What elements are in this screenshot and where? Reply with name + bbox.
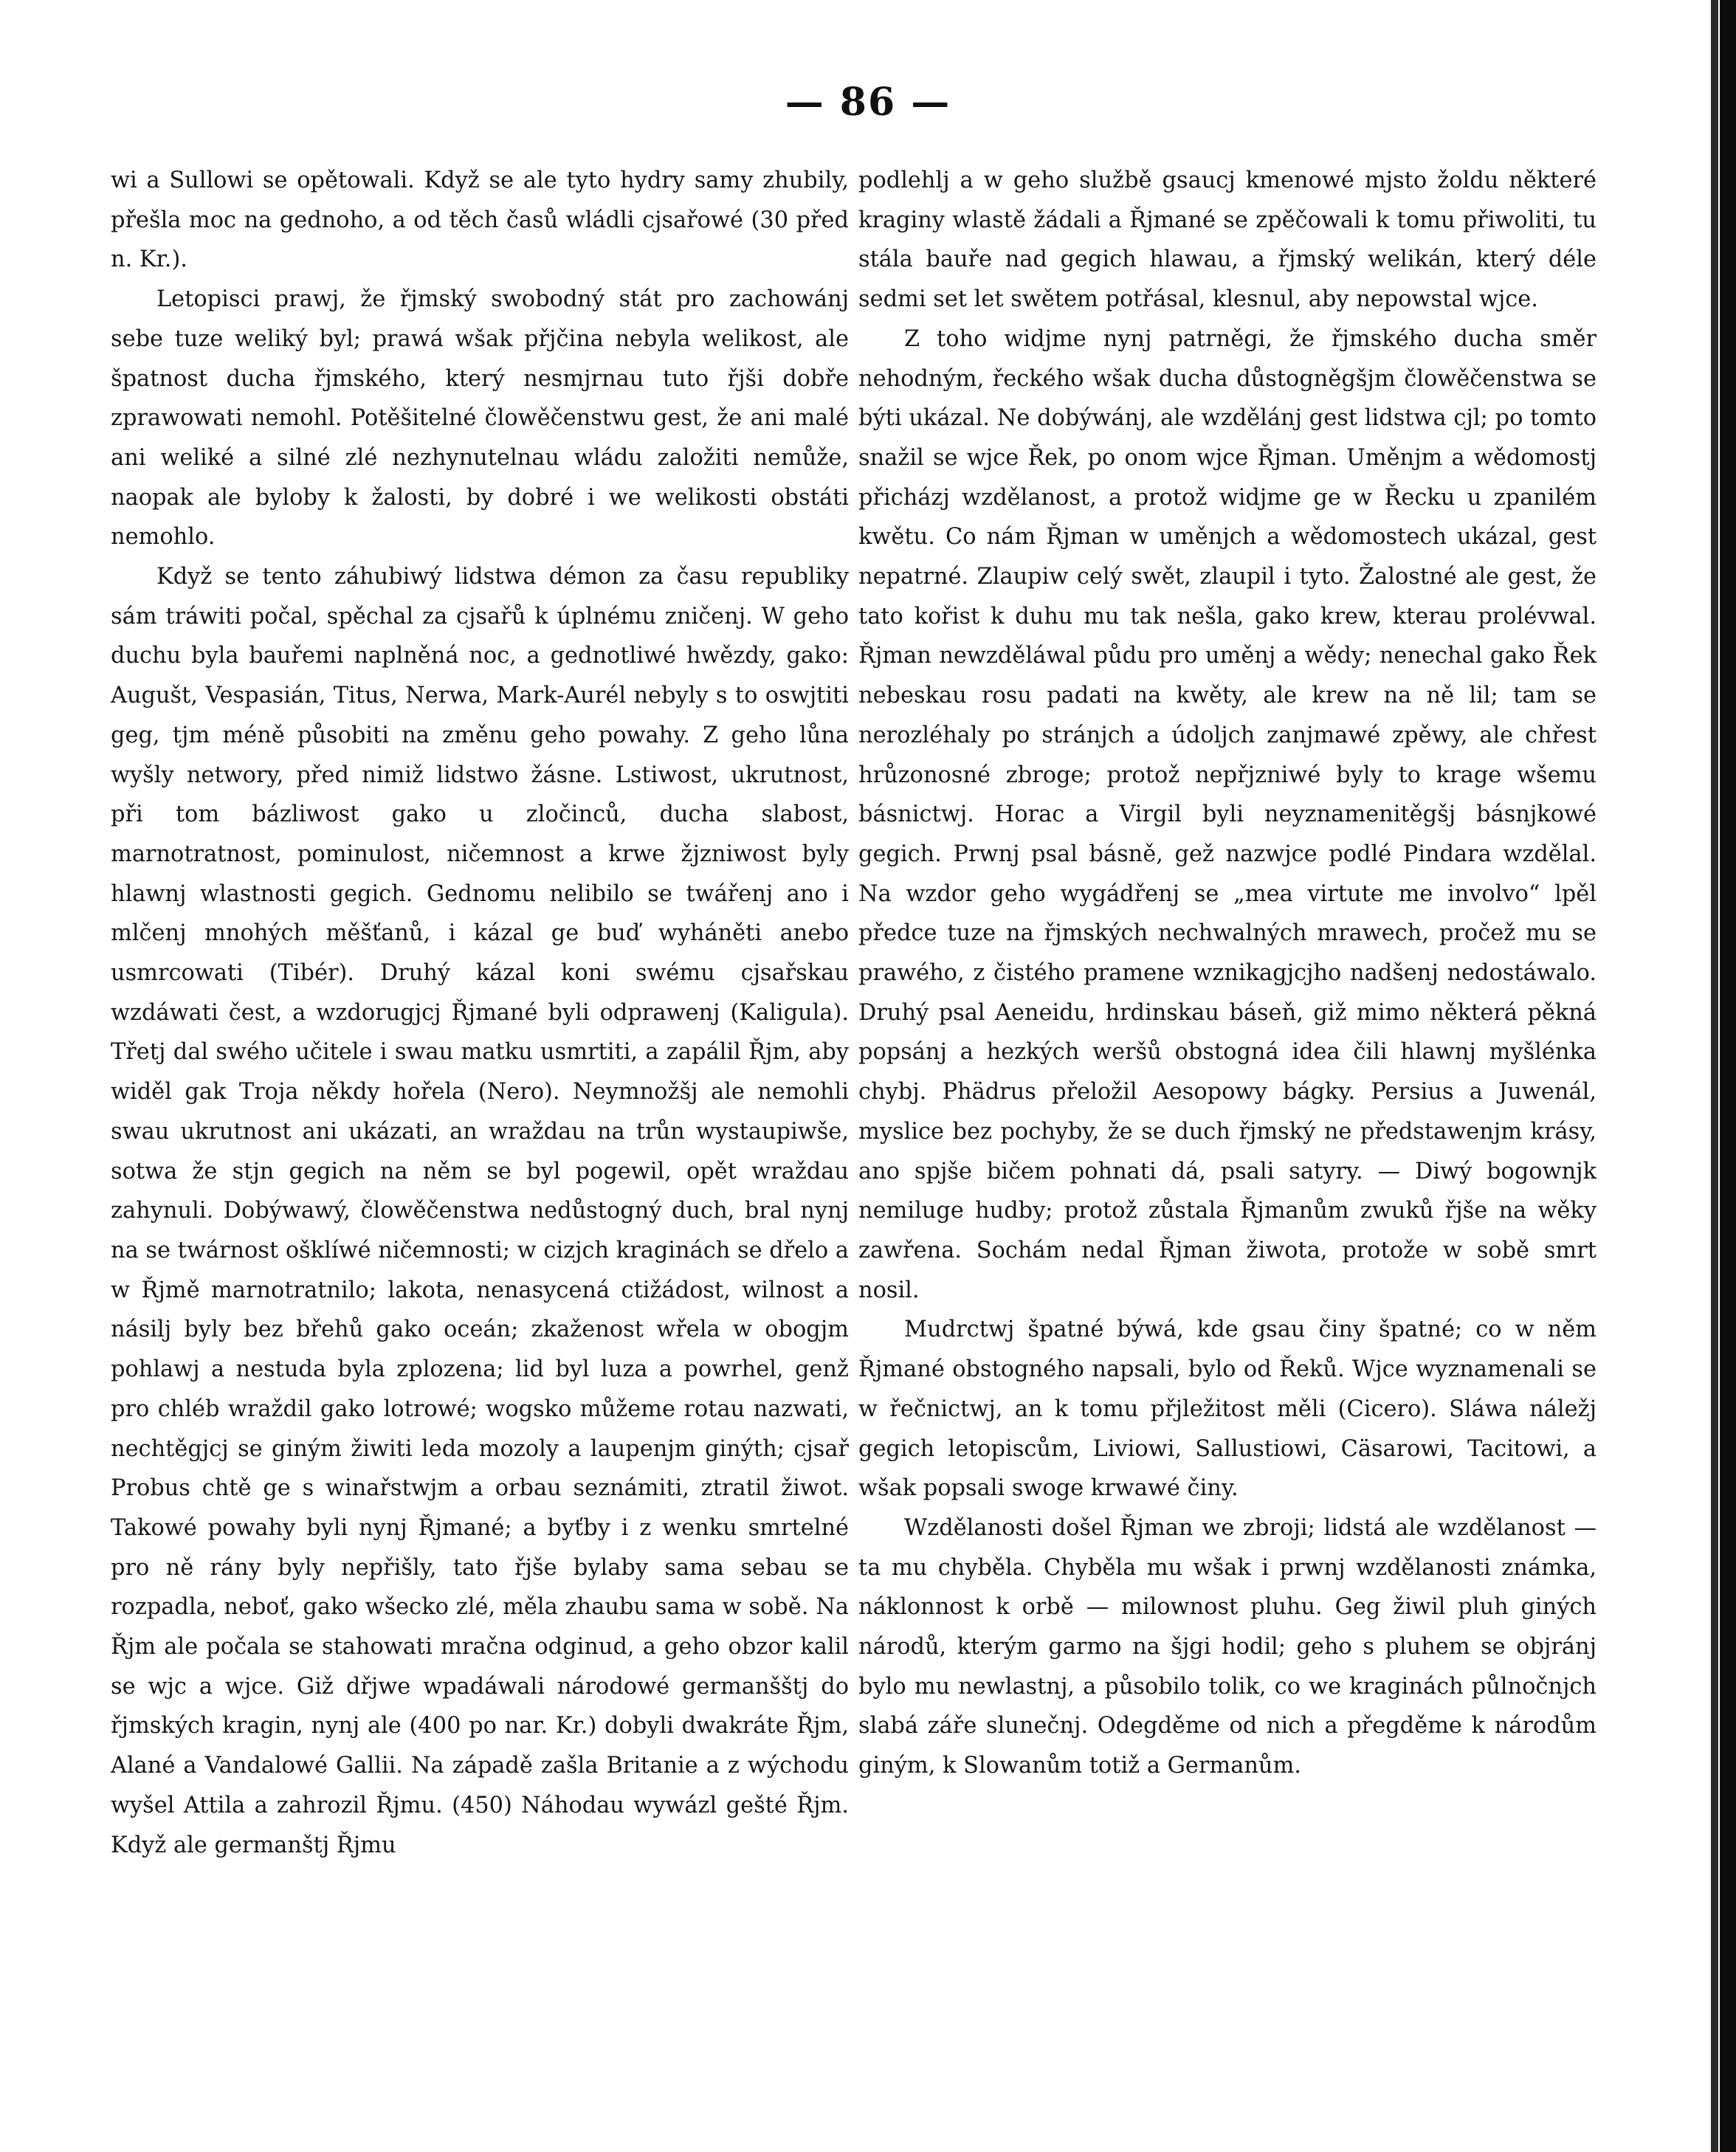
paragraph: Mudrctwj špatné býwá, kde gsau činy špatné; co w něm Řjmané obstogného napsali, bylo od Řeků. Wjce wyznamenali se w řečnictwj, an k tomu přjležitost měli (Cicero). Sláwa náležj gegich letopiscům, Liviowi, Sallustiowi, Cäsarowi, Tacitowi, a wšak popsali swoge krwawé činy. [858, 1317, 1596, 1502]
paragraph: Wzdělanosti došel Řjman we zbroji; lidstá ale wzdělanost — ta mu chyběla. Chyběla mu wšak i prwnj wzdělanosti známka, náklonnost k orbě — milownost pluhu. Geg žiwil pluh giných národů, kterým garmo na šjgi hodil; geho s pluhem se objránj bylo mu newlastnj, a působilo tolik, co we kraginách půlnočnjch slabá záře slunečnj. Odegděme od nich a přegděme k národům giným, k Slowanům totiž a Germanům. [858, 1514, 1596, 1779]
page-gutter-shadow [1711, 0, 1718, 2152]
paragraph: Z toho widjme nynj patrněgi, že řjmského ducha směr nehodným, řeckého wšak ducha důstogněgšjm člowěčenstwa se býti ukázal. Ne dobýwánj, ale wzdělánj gest lidstwa cjl; po tomto snažil se wjce Řek, po onom wjce Řjman. Uměnjm a wědomostj přicházj wzdělanost, a protož widjme ge w Řecku u zpanilém kwětu. Co nám Řjman w uměnjch a wědomostech ukázal, gest nepatrné. Zlaupiw celý swět, zlaupil i tyto. Žalostné ale gest, že tato kořist k duhu mu tak nešla, gako krew, kterau prolévwal. Řjman newzděláwal půdu pro uměnj a wědy; nenechal gako Řek nebeskau rosu padati na kwěty, ale krew na ně lil; tam se nerozléhaly po stránjch a údoljch zanjmawé zpěwy, ale chřest hrůzonosné zbroge; protož nepřjzniwé byly to krage wšemu básnictwj. Horac a Virgil byli neyznamenitěgšj básnjkowé gegich. Prwnj psal básně, gež nazwjce podlé Pindara wzdělal. Na wzdor geho wygádřenj se „mea virtute me involvo“ lpěl předce tuze na řjmských nechwalných mrawech, pročež mu se prawého, z čistého pramene wznikagjcjho nadšenj nedostáwalo. Druhý psal Aeneidu, hrdinskau báseň, giž mimo některá pěkná popsánj a hezkých weršů obstogná idea čili hlawnj myšlénka chybj. Phädrus přeložil Aesopowy bágky. Persius a Juwenál, myslice bez pochyby, že se duch řjmský ne předstawenjm krásy, ano spjše bičem pohnati dá, psali satyry. — Diwý bogownjk nemiluge hudby; protož zůstala Řjmanům zwuků řjše na wěky zawřena. Sochám nedal Řjman žiwota, protože w sobě smrt nosil. [858, 325, 1596, 1303]
paragraph: Když se tento záhubiwý lidstwa démon za času republiky sám tráwiti počal, spěchal za cjsařů k úplnému zničenj. W geho duchu byla bauřemi naplněná noc, a gednotliwé hwězdy, gako: Augušt, Vespasián, Titus, Nerwa, Mark-Aurél nebyly s to oswjtiti geg, tjm méně působiti na změnu geho powahy. Z geho lůna wyšly networy, před nimiž lidstwo žásne. Lstiwost, ukrutnost, při tom bázliwost gako u zločinců, ducha slabost, marnotratnost, pominulost, ničemnost a krwe žjzniwost byly hlawnj wlastnosti gegich. Gednomu nelibilo se twářenj ano i mlčenj mnohých měšťanů, i kázal ge buď wyháněti anebo usmrcowati (Tibér). Druhý kázal koni swému cjsařskau wzdáwati čest, a wzdorugjcj Řjmané byli odprawenj (Kaligula). Třetj dal swého učitele i swau matku usmrtiti, a zapálil Řjm, aby widěl gak Troja někdy hořela (Nero). Neymnožšj ale nemohli swau ukrutnost ani ukázati, an wraždau na trůn wystaupiwše, sotwa že stjn gegich na něm se byl pogewil, opět wraždau zahynuli. Dobýwawý, člowěčenstwa nedůstogný duch, bral nynj na se twárnost ošklíwé ničemnosti; w cizjch kraginách se dřelo a w Řjmě marnotratnilo; lakota, nenasycená ctižádost, wilnost a násilj byly bez břehů gako oceán; zkaženost wřela w obogjm pohlawj a nestuda byla zplozena; lid byl luza a powrhel, genž pro chléb wraždil gako lotrowé; wogsko můžeme rotau nazwati, nechtěgjcj se giným žiwiti leda mozoly a laupenjm ginýth; cjsař Probus chtě ge s winařstwjm a orbau seznámiti, ztratil žiwot. Takowé powahy byli nynj Řjmané; a byťby i z wenku smrtelné pro ně rány byly nepřišly, tato řjše bylaby sama sebau se rozpadla, neboť, gako wšecko zlé, měla zhaubu sama w sobě. Na Řjm ale počala se stahowati mračna odginud, a geho obzor kalil se wjc a wjce. Giž dřjwe wpadáwali národowé germanšštj do řjmských kragin, nynj ale (400 po nar. Kr.) dobyli dwakráte Řjm, Alané a Vandalowé Gallii. Na západě zašla Britanie a z wýchodu wyšel Attila a zahrozil Řjmu. (450) Náhodau wywázl gešté Řjm. Když ale germanštj Řjmu [111, 564, 849, 1858]
page-edge-border [1720, 0, 1736, 2152]
left-column [111, 161, 849, 1865]
paragraph: wi a Sullowi se opětowali. Když se ale tyto hydry samy zhubily, přešla moc na gednoho, a od těch časů wládli cjsařowé (30 před n. Kr.). [111, 168, 849, 273]
right-column [858, 161, 1596, 1786]
paragraph: Letopisci prawj, že řjmský swobodný stát pro zachowánj sebe tuze weliký byl; prawá wšak přjčina nebyla welikost, ale špatnost ducha řjmského, který nesmjrnau tuto řjši dobře zprawowati nemohl. Potěšitelné člowěčenstwu gest, že ani malé ani weliké a silné zlé nezhynutelnau wládu založiti nemůže, naopak ale byloby k žalosti, by dobré i we welikosti obstáti nemohlo. [111, 286, 849, 551]
page-number: — 86 — [785, 80, 951, 125]
paragraph: podlehlj a w geho službě gsaucj kmenowé mjsto žoldu některé kraginy wlastě žádali a Řjmané se zpěčowali k tomu přiwoliti, tu stála bauře nad gegich hlawau, a řjmský welikán, který déle sedmi set let swětem potřásal, klesnul, aby nepowstal wjce. [858, 168, 1596, 313]
